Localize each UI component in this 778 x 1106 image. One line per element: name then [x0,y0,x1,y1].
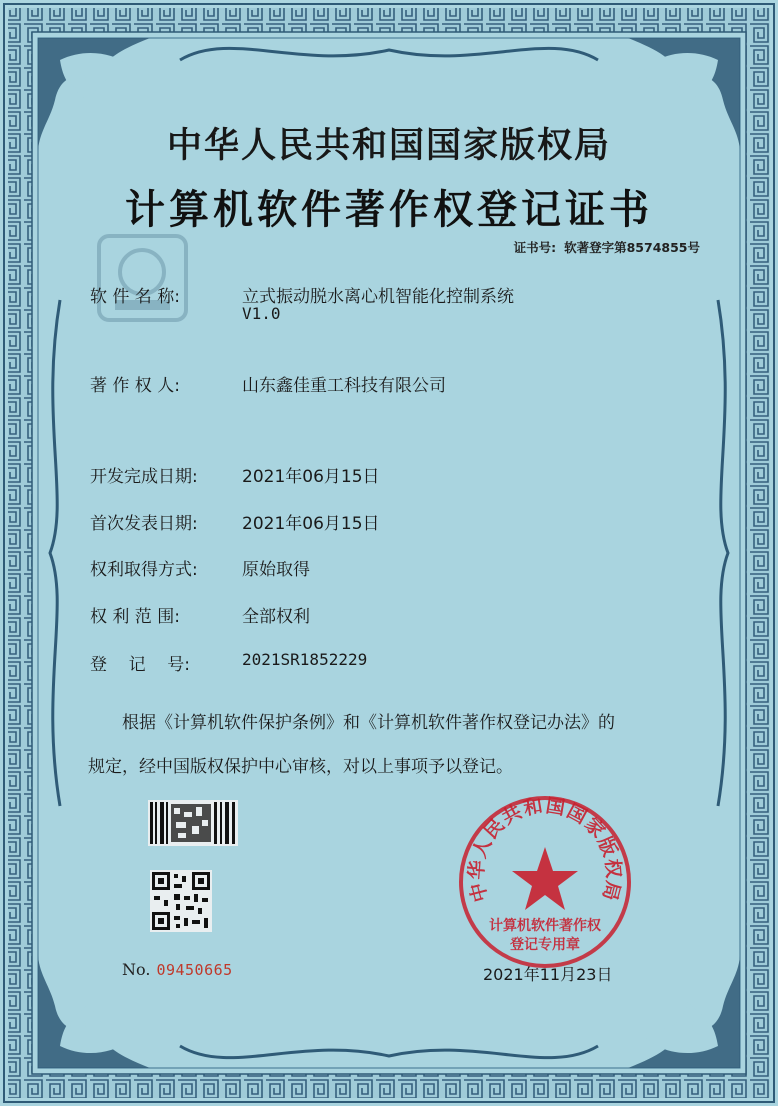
statement-line-2: 规定，经中国版权保护中心审核，对以上事项予以登记。 [88,757,513,777]
barcode-icon [148,800,238,846]
certificate-number-value: 软著登字第8574855号 [564,240,700,255]
field-copyright-owner [90,371,446,396]
official-seal [455,792,635,972]
field-value: 山东鑫佳重工科技有限公司 [242,376,446,396]
seal-star-icon [512,847,578,910]
field-value: 立式振动脱水离心机智能化控制系统 [242,287,514,307]
seal-line-2: 登记专用章 [510,937,580,953]
serial-prefix: No. [122,960,151,979]
field-registration-number [90,650,368,675]
certificate-title: 计算机软件著作权登记证书 [125,186,653,233]
field-value: 2021年06月15日 [242,514,380,534]
field-software-name [90,282,514,307]
field-label: 软 件 名 称: [90,287,180,307]
field-value: 原始取得 [242,560,310,580]
issue-date: 2021年11月23日 [483,965,613,984]
field-label: 开发完成日期: [90,467,198,487]
field-label: 权利取得方式: [90,560,198,580]
seal-line-1: 计算机软件著作权 [489,918,601,934]
qr-code-icon [150,870,212,932]
field-label: 著 作 权 人: [90,376,180,396]
field-first-publish-date [90,509,380,534]
field-label: 登 记 号: [90,655,190,675]
watermark-emblem-icon [95,232,190,324]
statement-line-1: 根据《计算机软件保护条例》和《计算机软件著作权登记办法》的 [122,713,615,733]
field-completion-date [90,462,380,487]
field-value-version: V1.0 [242,304,281,323]
field-label: 首次发表日期: [90,514,198,534]
field-value: 2021SR1852229 [242,650,368,669]
serial-number [122,960,233,979]
serial-value: 09450665 [156,961,233,979]
field-value: 全部权利 [242,607,310,627]
certificate-number [506,238,700,256]
field-rights-scope [90,602,310,627]
field-value: 2021年06月15日 [242,467,380,487]
seal-ring-text: 中华人民共和国国家版权局 [465,794,625,905]
seal-ring-icon [455,792,635,972]
certificate-number-label: 证书号: [513,240,557,255]
field-label: 权 利 范 围: [90,607,180,627]
field-acquisition-method [90,555,310,580]
issuing-authority: 中华人民共和国国家版权局 [166,126,611,166]
